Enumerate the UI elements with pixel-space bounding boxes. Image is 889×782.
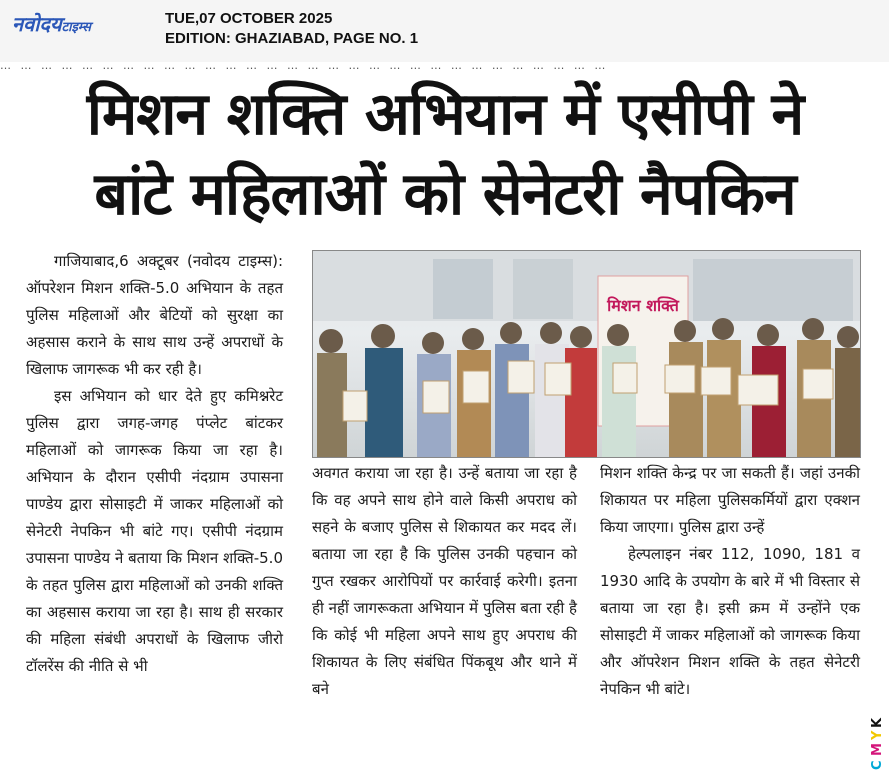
article-paragraph: हेल्पलाइन नंबर 112, 1090, 181 व 1930 आदि के उपयोग के बारे में भी विस्तार से बताया जा रहा है। इसी क्रम में उन्होंने एक सोसाइटी में जाकर महिलाओं को जागरूक किया और ऑपरेशन मिशन शक्ति के तहत सेनेटरी नेपकिन भी बांटे। bbox=[600, 545, 860, 698]
banner-label: मिशन शक्ति bbox=[607, 296, 679, 315]
article-column-2 bbox=[312, 460, 577, 703]
news-photo bbox=[312, 250, 861, 458]
article-headline bbox=[30, 74, 860, 234]
newspaper-logo[interactable] bbox=[12, 10, 91, 37]
logo-main-text: नवोदय bbox=[12, 12, 62, 36]
article-paragraph: अवगत कराया जा रहा है। उन्हें बताया जा रहा है कि वह अपने साथ होने वाले किसी अपराध को सहने के बजाए पुलिस से शिकायत कर मदद लें। बताया जा रहा है कि पुलिस उनकी पहचान को गुप्त रखकर आरोपियों पर कार्रवाई करेगी। इतना ही नहीं जागरूकता अभियान में पुलिस बता रही है कि कोई भी महिला अपने साथ हुए अपराध की शिकायत के लिए संबंधित पिंकबूथ और थाने में बने bbox=[312, 464, 577, 698]
article-column-1 bbox=[26, 248, 283, 680]
cmyk-m: M bbox=[870, 743, 885, 756]
group-photo-illustration bbox=[313, 251, 860, 457]
article-paragraph: गाजियाबाद,6 अक्टूबर (नवोदय टाइम्स): ऑपरेशन मिशन शक्ति-5.0 अभियान के तहत पुलिस महिलाओं और बेटियों को सुरक्षा का अहसास कराने के साथ साथ उन्हें अपराधों के खिलाफ जागरूक भी कर रही है। bbox=[26, 252, 283, 378]
headline-line-1: मिशन शक्ति अभियान में एसीपी ने bbox=[86, 79, 804, 148]
masthead-bar bbox=[0, 0, 889, 62]
logo-sub-text: टाइम्स bbox=[61, 20, 91, 35]
article-paragraph: इस अभियान को धार देते हुए कमिश्नरेट पुलिस द्वारा जगह-जगह पंप्लेट बांटकर महिलाओं को जागरूक किया जा रहा है। अभियान के दौरान एसीपी नंदग्राम उपासना पाण्डेय द्वारा सोसाइटी में जाकर महिलाओं को सेनेटरी नेपकिन भी बांटे गए। एसीपी नंदग्राम उपासना पाण्डेय ने बताया कि मिशन शक्ति-5.0 के तहत पुलिस द्वारा महिलाओं को उनकी शक्ति का अहसास कराया जा रहा है। साथ ही सरकार की महिला संबंधी अपराधों के खिलाफ जीरो टॉलरेंस की नीति से भी bbox=[26, 387, 283, 675]
issue-date: TUE,07 OCTOBER 2025 bbox=[165, 10, 333, 27]
headline-line-2: बांटे महिलाओं को सेनेटरी नैपकिन bbox=[94, 159, 796, 228]
cmyk-print-mark bbox=[866, 700, 886, 780]
dateline bbox=[165, 9, 418, 49]
edition-info: EDITION: GHAZIABAD, PAGE NO. 1 bbox=[165, 30, 419, 47]
cmyk-y: Y bbox=[870, 730, 885, 740]
article-column-3 bbox=[600, 460, 860, 703]
cmyk-k: K bbox=[870, 717, 885, 728]
cmyk-c: C bbox=[870, 760, 885, 770]
cropped-text-strip: … … … … … … … … … … … … … … … … … … … … … … … … … … … … … … bbox=[0, 62, 889, 76]
article-paragraph: मिशन शक्ति केन्द्र पर जा सकती हैं। जहां उनकी शिकायत पर महिला पुलिसकर्मियों द्वारा एक्शन किया जाएगा। पुलिस द्वारा उन्हें bbox=[600, 464, 860, 536]
